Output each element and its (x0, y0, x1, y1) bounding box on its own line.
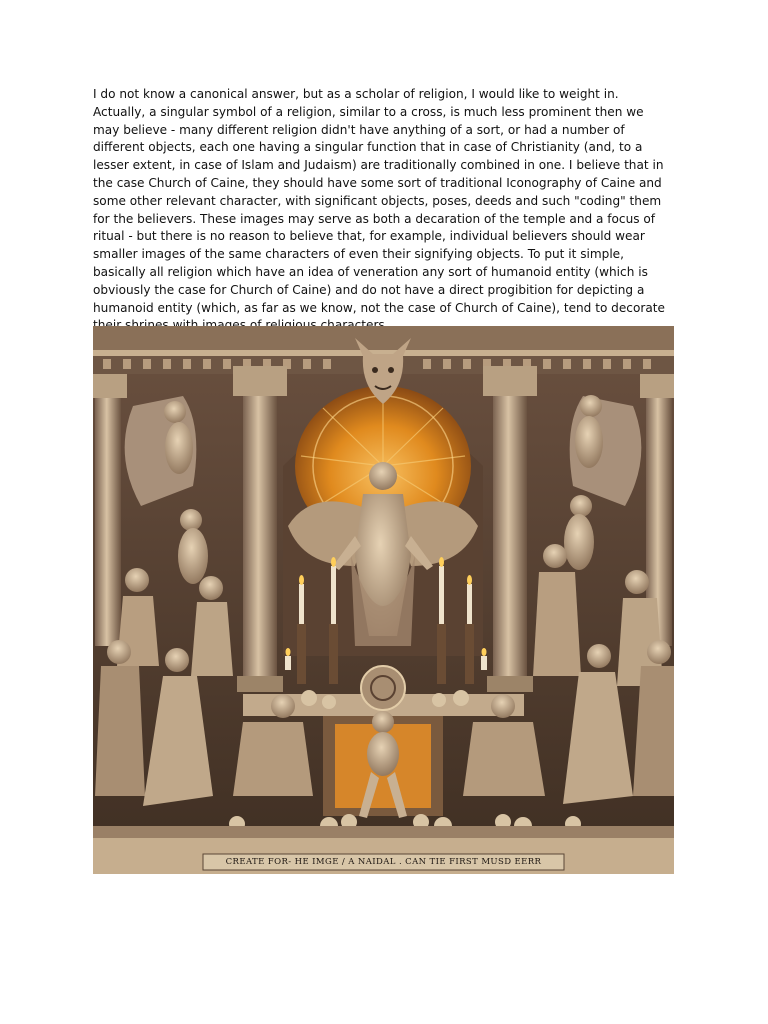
relief-inscription: CREATE FOR- HE IMGE / A NAIDAL . CAN TIE FIRST MUSD EERR (225, 857, 542, 867)
body-paragraph: I do not know a canonical answer, but as a scholar of religion, I would like to weight in. Actually, a singular symbol of a religion, similar to a cross, is much less prominent then we may believe - many different religion didn't have anything of a sort, or had a number of different objects, each one having a singular function that in case of Christianity (and, to a lesser extent, in case of Islam and Judaism) are traditionally combined in one. I believe that in the case Church of Caine, they should have some sort of traditional Iconography of Caine and some other relevant character, with significant objects, poses, deeds and such "coding" them for the believers. These images may serve as both a decaration of the temple and a focus of ritual - but there is no reason to believe that, for example, individual believers should wear smaller images of the same characters of even their signifying objects. To put it simple, basically all religion which have an idea of veneration any sort of humanoid entity (which is obviously the case for Church of Caine) and do not have a direct progibition for depicting a humanoid entity (which, as far as we know, not the case of Church of Caine), tend to decorate (93, 87, 665, 315)
top-cornice (93, 326, 674, 350)
base-plinth-top (93, 826, 674, 838)
altar-relief-image (93, 326, 674, 874)
altar-relief-illustration (93, 326, 674, 874)
